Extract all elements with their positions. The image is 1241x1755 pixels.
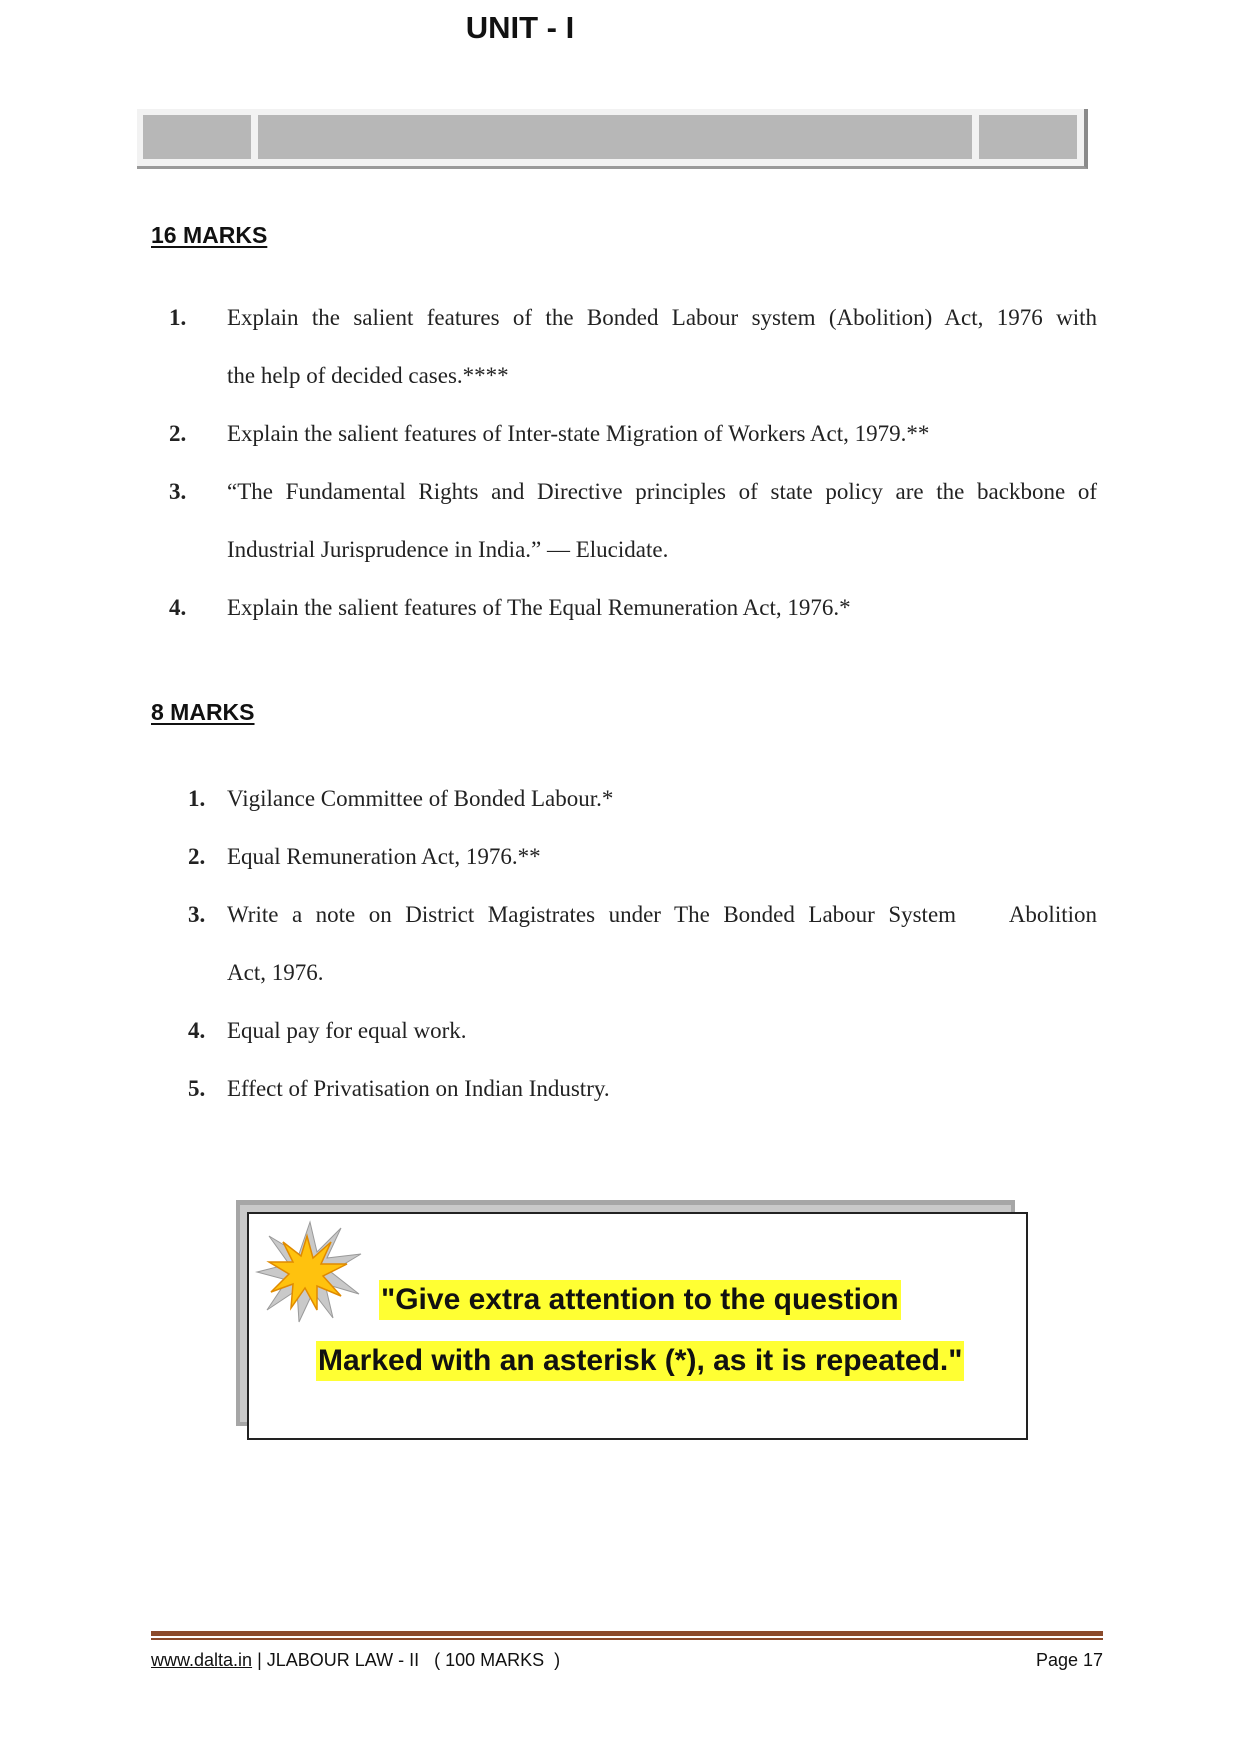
question-number: 2. <box>188 844 206 869</box>
question-text-line: Vigilance Committee of Bonded Labour.* <box>227 786 614 811</box>
section-heading-8-marks: 8 MARKS <box>151 699 255 725</box>
page-footer <box>151 1647 1103 1673</box>
footer-page-number: Page 17 <box>1035 1650 1103 1670</box>
question-text-line: the help of decided cases.**** <box>227 363 509 388</box>
starburst-icon <box>255 1218 365 1328</box>
callout-text-line-1: "Give extra attention to the question <box>379 1280 901 1320</box>
question-text-line: Industrial Jurisprudence in India.” — Elucidate. <box>227 537 669 562</box>
footer-rule-thick <box>151 1631 1103 1636</box>
question-number: 3. <box>169 479 187 504</box>
section-heading-16-marks: 16 MARKS <box>151 222 268 248</box>
question-text-line: Write a note on District Magistrates under The Bonded Labour System Abolition <box>227 902 1097 927</box>
question-text-line: Explain the salient features of the Bonded Labour system (Abolition) Act, 1976 with <box>227 305 1097 330</box>
question-text-line: Effect of Privatisation on Indian Industry. <box>227 1076 610 1101</box>
footer-subject: JLABOUR LAW - II ( 100 MARKS ) <box>266 1650 561 1670</box>
footer-site-link[interactable]: www.dalta.in <box>151 1650 253 1670</box>
question-number: 4. <box>188 1018 206 1043</box>
question-number: 4. <box>169 595 187 620</box>
header-segment-middle <box>258 115 972 159</box>
question-number: 1. <box>188 786 206 811</box>
question-number: 1. <box>169 305 187 330</box>
header-segment-left <box>143 115 251 159</box>
question-text-line: Explain the salient features of The Equal Remuneration Act, 1976.* <box>227 595 851 620</box>
header-segment-right <box>979 115 1077 159</box>
unit-header-bar <box>137 109 1088 169</box>
unit-title: UNIT - I <box>465 10 575 45</box>
question-text-line: Explain the salient features of Inter-state Migration of Workers Act, 1979.** <box>227 421 930 446</box>
callout-text-line-2: Marked with an asterisk (*), as it is repeated." <box>316 1341 964 1381</box>
question-text-line: Equal pay for equal work. <box>227 1018 467 1043</box>
question-number: 2. <box>169 421 187 446</box>
footer-separator: | <box>252 1650 267 1670</box>
question-text-line: “The Fundamental Rights and Directive principles of state policy are the backbone of <box>227 479 1097 504</box>
question-text-line: Equal Remuneration Act, 1976.** <box>227 844 541 869</box>
footer-rule-thin <box>151 1638 1103 1640</box>
question-number: 5. <box>188 1076 206 1101</box>
question-number: 3. <box>188 902 206 927</box>
question-text-line: Act, 1976. <box>227 960 324 985</box>
